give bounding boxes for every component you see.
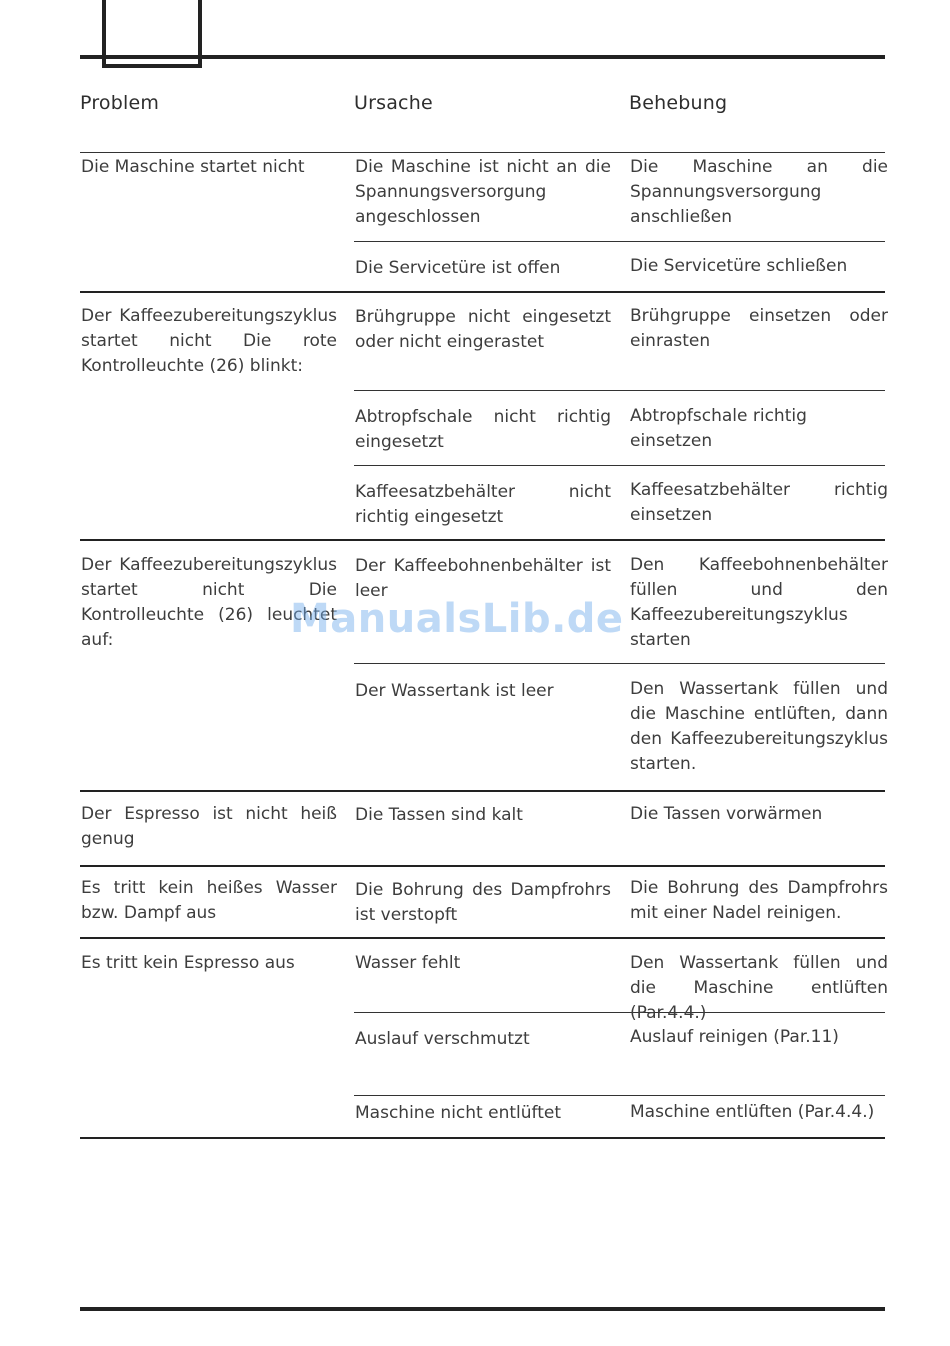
remedy-cell: Die Servicetüre schließen <box>630 256 848 276</box>
cause-cell: Kaffeesatzbehälter nicht richtig eingesetzt <box>355 482 611 527</box>
cause-cell: Maschine nicht entlüftet <box>355 1103 561 1123</box>
cause-cell: Die Servicetüre ist offen <box>355 258 561 278</box>
problem-cell: Der Kaffeezubereitungszyklus startet nicht Die rote Kontrolleuchte (26) blinkt: <box>81 306 337 376</box>
bottom-rule <box>80 1307 885 1311</box>
cause-cell: Die Bohrung des Dampfrohrs ist verstopft <box>355 880 611 925</box>
cause-cell: Die Maschine ist nicht an die Spannungsversorgung angeschlossen <box>355 157 611 227</box>
rule-sub <box>354 390 885 391</box>
remedy-cell: Brühgruppe einsetzen oder einrasten <box>630 306 888 351</box>
header-cause: Ursache <box>354 92 433 114</box>
rule-table-end <box>80 1137 885 1139</box>
rule-sub <box>354 465 885 466</box>
cause-cell: Brühgruppe nicht eingesetzt oder nicht eingerastet <box>355 307 611 352</box>
rule-row <box>80 865 885 867</box>
rule-row <box>80 539 885 541</box>
top-rule <box>80 55 885 59</box>
remedy-cell: Auslauf reinigen (Par.11) <box>630 1027 839 1047</box>
rule-row <box>80 937 885 939</box>
rule-sub <box>354 241 885 242</box>
remedy-cell: Den Wassertank füllen und die Maschine entlüften (Par.4.4.) <box>630 953 888 1023</box>
remedy-cell: Den Kaffeebohnenbehälter füllen und den Kaffeezubereitungszyklus starten <box>630 555 888 650</box>
problem-cell: Der Espresso ist nicht heiß genug <box>81 804 337 849</box>
remedy-cell: Die Tassen vorwärmen <box>630 804 823 824</box>
remedy-cell: Kaffeesatzbehälter richtig einsetzen <box>630 480 888 525</box>
cause-cell: Auslauf verschmutzt <box>355 1029 530 1049</box>
cause-cell: Die Tassen sind kalt <box>355 805 523 825</box>
watermark: ManualsLib.de <box>290 596 624 642</box>
rule-row <box>80 790 885 792</box>
header-problem: Problem <box>80 92 160 114</box>
remedy-cell: Den Wassertank füllen und die Maschine entlüften, dann den Kaffeezubereitungszyklus starten. <box>630 679 888 774</box>
cause-cell: Der Kaffeebohnenbehälter ist leer <box>355 556 611 601</box>
rule-sub <box>354 663 885 664</box>
rule-sub <box>354 1095 885 1096</box>
cause-cell: Wasser fehlt <box>355 953 461 973</box>
header-remedy: Behebung <box>629 92 728 114</box>
problem-cell: Es tritt kein heißes Wasser bzw. Dampf aus <box>81 878 337 923</box>
cause-cell: Abtropfschale nicht richtig eingesetzt <box>355 407 611 452</box>
remedy-cell: Die Bohrung des Dampfrohrs mit einer Nadel reinigen. <box>630 878 888 923</box>
problem-cell: Es tritt kein Espresso aus <box>81 953 295 973</box>
rule-header <box>80 152 885 153</box>
problem-cell: Der Kaffeezubereitungszyklus startet nicht Die Kontrolleuchte (26) leuchtet auf: <box>81 555 337 650</box>
remedy-cell: Die Maschine an die Spannungsversorgung anschließen <box>630 157 888 227</box>
problem-cell: Die Maschine startet nicht <box>81 157 305 177</box>
remedy-cell: Maschine entlüften (Par.4.4.) <box>630 1102 875 1122</box>
rule-row <box>80 291 885 293</box>
remedy-cell: Abtropfschale richtig einsetzen <box>630 406 807 451</box>
cause-cell: Der Wassertank ist leer <box>355 681 554 701</box>
